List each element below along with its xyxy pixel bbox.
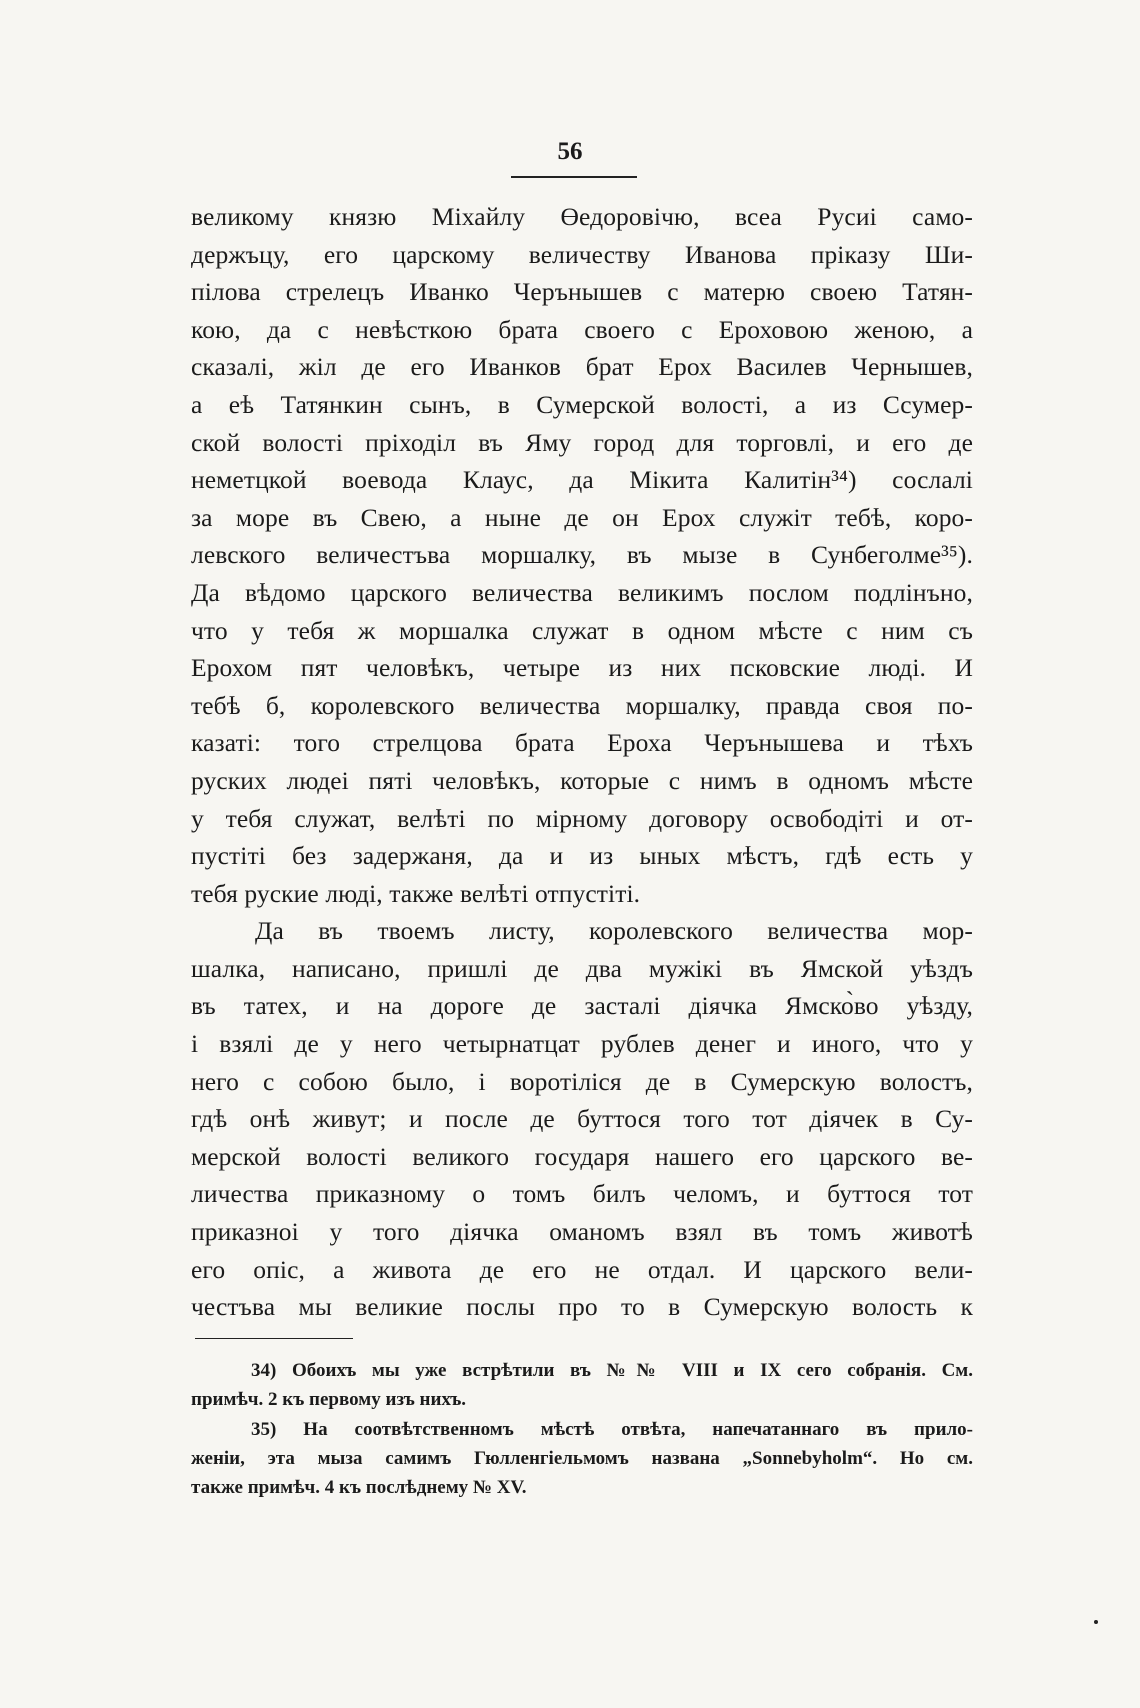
footnote-line: 34) Обоихъ мы уже встрѣтили въ №№ VIII и IX сего собранія. См. bbox=[251, 1360, 973, 1381]
footnote-rule bbox=[195, 1338, 353, 1339]
footnotes bbox=[191, 1356, 973, 1502]
footnote-line: 35) На соотвѣтственномъ мѣстѣ отвѣта, напечатаннаго въ прило- bbox=[251, 1418, 973, 1440]
body-text bbox=[191, 198, 973, 1326]
body-line: великому князю Міхайлу Өедоровічю, всеа Русиі само- bbox=[191, 202, 973, 231]
body-line: Да въ твоемъ листу, королевского величества мор- bbox=[255, 916, 973, 946]
body-line: ской волості пріходіл въ Яму город для торговлі, и его де bbox=[191, 427, 973, 457]
body-line: у тебя служат, велѣті по мірному договору освободіті и от- bbox=[191, 803, 973, 833]
page-number: 56 bbox=[557, 138, 583, 165]
body-line: Да вѣдомо царского величества великимъ послом подлінъно, bbox=[191, 577, 973, 607]
body-line: тебѣ б, королевского величества моршалку, правда своя по- bbox=[191, 690, 973, 720]
body-line: мерской волості великого государя нашего его царского ве- bbox=[191, 1141, 973, 1171]
footnote-line: также примѣч. 4 къ послѣднему № XV. bbox=[191, 1477, 527, 1499]
footnote-line: примѣч. 2 къ первому изъ нихъ. bbox=[191, 1389, 467, 1411]
body-line: честъва мы великие послы про то в Сумерскую волость к bbox=[191, 1292, 973, 1322]
body-line: сказалі, жіл де его Иванков брат Ерох Василев Чернышев, bbox=[191, 352, 973, 382]
body-line: неметцкой воевода Клаус, да Мікита Калитін³⁴) сослалі bbox=[191, 465, 973, 495]
body-line: Ерохом пят человѣкъ, четыре из них псковские люді. И bbox=[191, 653, 973, 683]
body-line: держъцу, его царскому величеству Иванова пріказу Ши- bbox=[191, 239, 973, 269]
body-line: шалка, написано, пришлі де два мужікі въ Ямской уѣздъ bbox=[191, 953, 973, 983]
body-line: гдѣ онѣ живут; и после де буттося того тот діячек в Су- bbox=[191, 1104, 973, 1134]
body-line: что у тебя ж моршалка служат в одном мѣсте с ним съ bbox=[191, 615, 973, 645]
body-line: за море въ Свею, а ныне де он Ерох служіт тебѣ, коро- bbox=[191, 502, 973, 532]
body-line: руских людеі пяті человѣкъ, которые с нимъ в одномъ мѣсте bbox=[191, 765, 973, 795]
body-line: а еѣ Татянкин сынъ, в Сумерской волості, а из Ссумер- bbox=[191, 389, 973, 419]
body-line: левского величестъва моршалку, въ мызе в Сунбеголме³⁵). bbox=[191, 540, 973, 570]
body-line: кою, да с невѣсткою брата своего с Ероховою женою, а bbox=[191, 314, 973, 344]
body-line: казаті: того стрелцова брата Ероха Черънышева и тѣхъ bbox=[191, 728, 973, 758]
body-line: пілова стрелецъ Иванко Черънышев с матерю своею Татян- bbox=[191, 277, 973, 307]
body-line: личества приказному о томъ билъ челомъ, и буттося тот bbox=[191, 1179, 973, 1209]
body-line: него с собою было, і воротіліся де в Сумерскую волостъ, bbox=[191, 1066, 973, 1096]
body-line: его опіс, а живота де его не отдал. И царского вели- bbox=[191, 1254, 973, 1284]
body-line: пустіті без задержаня, да и из ыных мѣстъ, гдѣ есть у bbox=[191, 841, 973, 871]
body-line: въ татех, и на дороге де засталі діячка Ямско̀во уѣзду, bbox=[191, 991, 973, 1021]
body-line: приказноі у того діячка оманомъ взял въ томъ животѣ bbox=[191, 1217, 973, 1247]
print-speck bbox=[1094, 1620, 1098, 1624]
page-number-rule bbox=[511, 176, 637, 178]
body-line: тебя руские люді, также велѣті отпустіті. bbox=[191, 878, 641, 908]
body-line: і взялі де у него четырнатцат рублев денег и иного, что у bbox=[191, 1029, 973, 1059]
footnote-line: женіи, эта мыза самимъ Гюлленгіельмомъ названа „Sonnebyholm“. Но см. bbox=[191, 1447, 973, 1469]
